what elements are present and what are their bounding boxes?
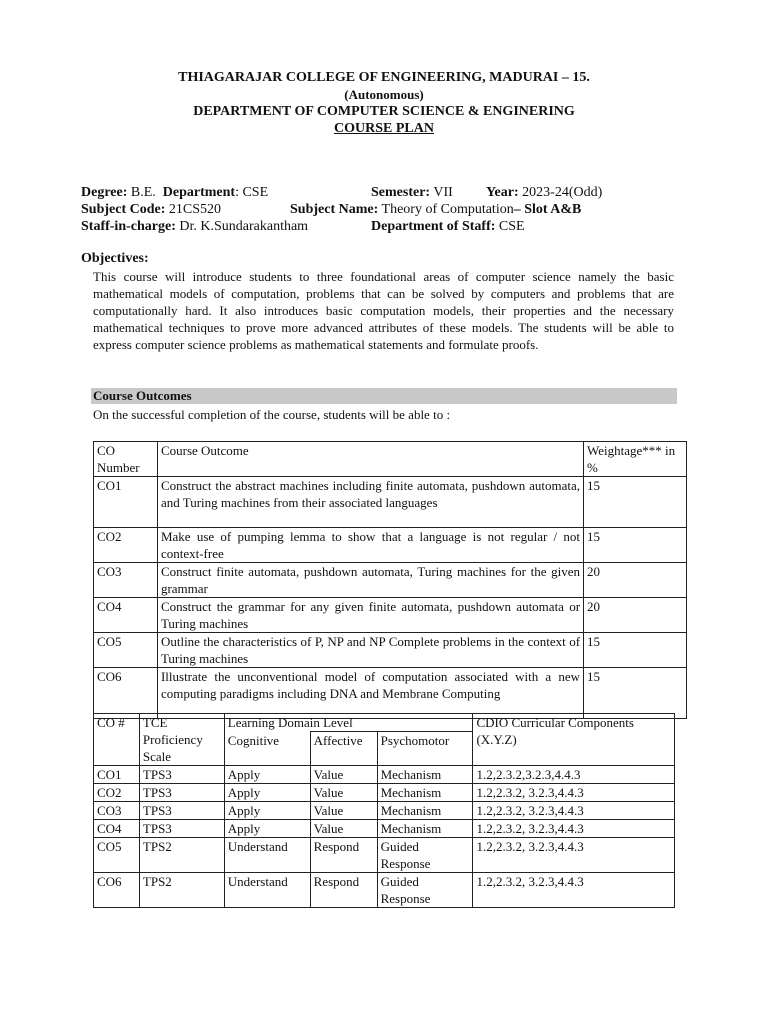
table-row	[94, 873, 675, 908]
cognitive-cell: Apply	[224, 802, 310, 820]
cdio-cell: 1.2,2.3.2, 3.2.3,4.4.3	[473, 802, 675, 820]
co-cell: CO6	[94, 873, 140, 908]
doc-title: COURSE PLAN	[334, 121, 434, 136]
affective-cell: Value	[310, 820, 377, 838]
affective-cell: Value	[310, 784, 377, 802]
cdio-cell: 1.2,2.3.2, 3.2.3,4.4.3	[473, 820, 675, 838]
department-label: Department	[162, 185, 236, 200]
co-number: CO2	[94, 528, 158, 563]
year-label: Year:	[486, 185, 519, 200]
co-outcome: Make use of pumping lemma to show that a language is not regular / not context-free	[157, 528, 583, 563]
co-weightage: 15	[584, 477, 687, 528]
co-cell: CO5	[94, 838, 140, 873]
subject-name-label: Subject Name:	[290, 202, 379, 217]
header-weightage: Weightage*** in %	[584, 442, 687, 477]
header-co: CO #	[94, 714, 140, 766]
header-cognitive: Cognitive	[224, 732, 310, 766]
slot-value: – Slot A&B	[513, 202, 582, 217]
table-row	[94, 802, 675, 820]
header-affective: Affective	[310, 732, 377, 766]
header-tce-scale: TCE Proficiency Scale	[139, 714, 224, 766]
co-number: CO4	[94, 598, 158, 633]
psychomotor-cell: Guided Response	[377, 838, 473, 873]
table-row	[94, 477, 687, 528]
cognitive-cell: Understand	[224, 873, 310, 908]
affective-cell: Value	[310, 802, 377, 820]
co-number: CO5	[94, 633, 158, 668]
psychomotor-cell: Mechanism	[377, 766, 473, 784]
co-outcome: Outline the characteristics of P, NP and NP Complete problems in the context of Turing machines	[157, 633, 583, 668]
psychomotor-cell: Guided Response	[377, 873, 473, 908]
table-header-row	[94, 714, 675, 732]
objectives-text: This course will introduce students to three foundational areas of computer science namely the basic mathematical models of computation, problems that can be solved by computers and problems that are computationally hard. It also introduces basic computation models, their properties and the necessary mathematical techniques to prove more advanced attributes of these models. The students will be able to express computer science problems as mathematical statements and formulate proofs.	[93, 269, 674, 352]
table-header-row	[94, 442, 687, 477]
table-row	[94, 598, 687, 633]
tce-cell: TPS2	[139, 838, 224, 873]
tce-cell: TPS3	[139, 784, 224, 802]
department-value: : CSE	[235, 185, 269, 200]
co-outcome: Illustrate the unconventional model of computation associated with a new computing paradigms including DNA and Membrane Computing	[157, 668, 583, 719]
co-cell: CO3	[94, 802, 140, 820]
cdio-cell: 1.2,2.3.2, 3.2.3,4.4.3	[473, 838, 675, 873]
co-number: CO3	[94, 563, 158, 598]
header-co-number: CO Number	[94, 442, 158, 477]
header-learning-domain: Learning Domain Level	[224, 714, 473, 732]
cdio-cell: 1.2,2.3.2,3.2.3,4.4.3	[473, 766, 675, 784]
co-outcome: Construct finite automata, pushdown automata, Turing machines for the given grammar	[157, 563, 583, 598]
co-weightage: 15	[584, 528, 687, 563]
subject-name-value: Theory of Computation	[381, 202, 514, 217]
objectives-title: Objectives:	[81, 251, 149, 266]
tce-cell: TPS3	[139, 766, 224, 784]
autonomous-label: (Autonomous)	[344, 87, 424, 102]
table-row	[94, 563, 687, 598]
meta-row-1	[81, 184, 603, 201]
learning-domain-table	[93, 713, 675, 908]
affective-cell: Value	[310, 766, 377, 784]
cognitive-cell: Understand	[224, 838, 310, 873]
affective-cell: Respond	[310, 873, 377, 908]
cognitive-cell: Apply	[224, 820, 310, 838]
course-outcome-table	[93, 441, 687, 719]
table-row	[94, 766, 675, 784]
co-cell: CO2	[94, 784, 140, 802]
psychomotor-cell: Mechanism	[377, 802, 473, 820]
cdio-cell: 1.2,2.3.2, 3.2.3,4.4.3	[473, 784, 675, 802]
co-outcome: Construct the abstract machines including finite automata, pushdown automata, and Turing machines from their associated languages	[157, 477, 583, 528]
degree-label: Degree:	[81, 185, 128, 200]
year-value: 2023-24(Odd)	[522, 185, 603, 200]
co-cell: CO1	[94, 766, 140, 784]
course-outcomes-intro: On the successful completion of the course, students will be able to :	[93, 407, 451, 422]
psychomotor-cell: Mechanism	[377, 784, 473, 802]
semester-value: VII	[433, 185, 453, 200]
tce-cell: TPS3	[139, 820, 224, 838]
meta-row-3	[81, 218, 525, 235]
header-course-outcome: Course Outcome	[157, 442, 583, 477]
co-weightage: 20	[584, 563, 687, 598]
co-weightage: 15	[584, 668, 687, 719]
tce-cell: TPS2	[139, 873, 224, 908]
staff-value: Dr. K.Sundarakantham	[179, 219, 309, 234]
course-outcomes-title: Course Outcomes	[91, 388, 677, 404]
co-weightage: 20	[584, 598, 687, 633]
header-cdio: CDIO Curricular Components (X.Y.Z)	[473, 714, 675, 766]
meta-row-2	[81, 201, 582, 218]
co-cell: CO4	[94, 820, 140, 838]
degree-value: B.E.	[130, 185, 156, 200]
psychomotor-cell: Mechanism	[377, 820, 473, 838]
semester-label: Semester:	[371, 185, 431, 200]
subject-code-value: 21CS520	[168, 202, 222, 217]
table-row	[94, 668, 687, 719]
co-weightage: 15	[584, 633, 687, 668]
tce-cell: TPS3	[139, 802, 224, 820]
table-row	[94, 633, 687, 668]
subject-code-label: Subject Code:	[81, 202, 166, 217]
table-row	[94, 820, 675, 838]
co-number: CO6	[94, 668, 158, 719]
co-outcome: Construct the grammar for any given finite automata, pushdown automata or Turing machines	[157, 598, 583, 633]
department-heading: DEPARTMENT OF COMPUTER SCIENCE & ENGINERING	[193, 104, 575, 119]
staff-dept-label: Department of Staff:	[371, 219, 496, 234]
cognitive-cell: Apply	[224, 784, 310, 802]
co-number: CO1	[94, 477, 158, 528]
staff-label: Staff-in-charge:	[81, 219, 176, 234]
header-psychomotor: Psychomotor	[377, 732, 473, 766]
table-row	[94, 838, 675, 873]
affective-cell: Respond	[310, 838, 377, 873]
cognitive-cell: Apply	[224, 766, 310, 784]
table-row	[94, 784, 675, 802]
table-row	[94, 528, 687, 563]
staff-dept-value: CSE	[498, 219, 525, 234]
cdio-cell: 1.2,2.3.2, 3.2.3,4.4.3	[473, 873, 675, 908]
college-name: THIAGARAJAR COLLEGE OF ENGINEERING, MADURAI – 15.	[178, 70, 590, 85]
